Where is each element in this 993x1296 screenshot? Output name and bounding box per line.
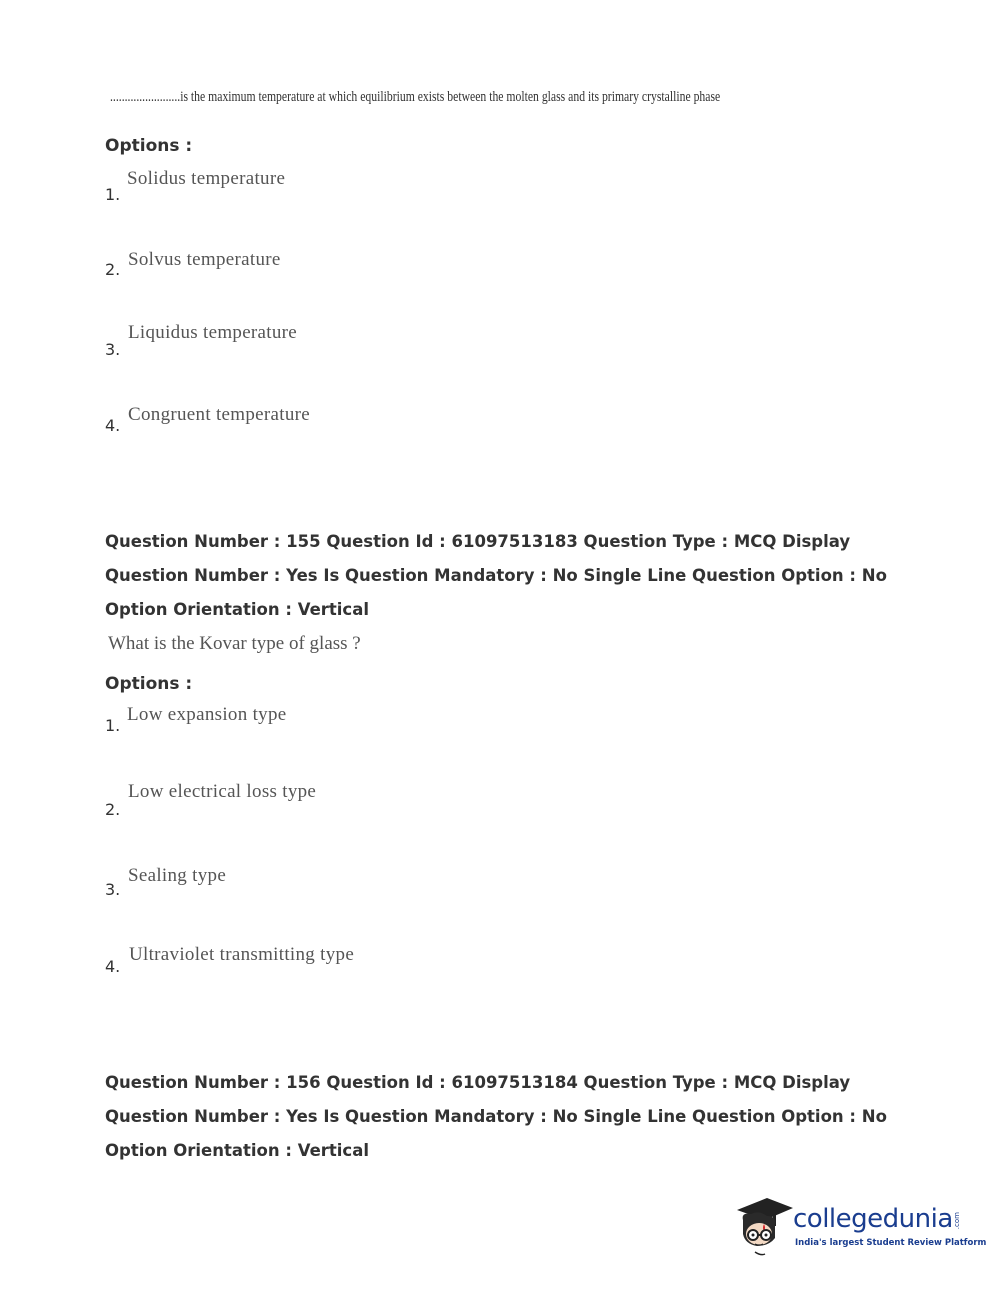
option-text: Low electrical loss type xyxy=(128,781,317,802)
options-label: Options : xyxy=(105,674,193,694)
option-number: 1. xyxy=(105,185,121,204)
option-number: 4. xyxy=(105,957,121,976)
logo-wordmark: collegedunia xyxy=(793,1204,953,1234)
mascot-icon xyxy=(733,1190,795,1260)
question-155-text: What is the Kovar type of glass ? xyxy=(108,633,361,654)
option-number: 1. xyxy=(105,716,121,735)
option-text: Ultraviolet transmitting type xyxy=(129,944,355,965)
option-number: 3. xyxy=(105,340,121,359)
question-154-text: ........................is the maximum temperature at which equilibrium exists between the molten glass and its primary crystalline phase xyxy=(110,89,721,105)
option-text: Sealing type xyxy=(128,865,227,886)
options-label: Options : xyxy=(105,136,193,156)
option-text: Solidus temperature xyxy=(127,168,286,189)
question-155-meta: Question Number : 155 Question Id : 61097513183 Question Type : MCQ Display Question Number : Yes Is Question Mandatory : No Single Line Question Option : No Option Orientation : Vertical xyxy=(105,532,887,619)
option-number: 2. xyxy=(105,260,121,279)
logo-tagline: India's largest Student Review Platform xyxy=(795,1238,987,1248)
question-156-meta: Question Number : 156 Question Id : 61097513184 Question Type : MCQ Display Question Number : Yes Is Question Mandatory : No Single Line Question Option : No Option Orientation : Vertical xyxy=(105,1073,887,1160)
option-text: Solvus temperature xyxy=(128,249,281,270)
logo-suffix: .com xyxy=(953,1212,961,1230)
option-number: 4. xyxy=(105,416,121,435)
collegedunia-logo xyxy=(733,1190,987,1260)
option-text: Liquidus temperature xyxy=(128,322,298,343)
option-text: Low expansion type xyxy=(127,704,287,725)
option-text: Congruent temperature xyxy=(128,404,310,425)
option-number: 3. xyxy=(105,880,121,899)
option-number: 2. xyxy=(105,800,121,819)
